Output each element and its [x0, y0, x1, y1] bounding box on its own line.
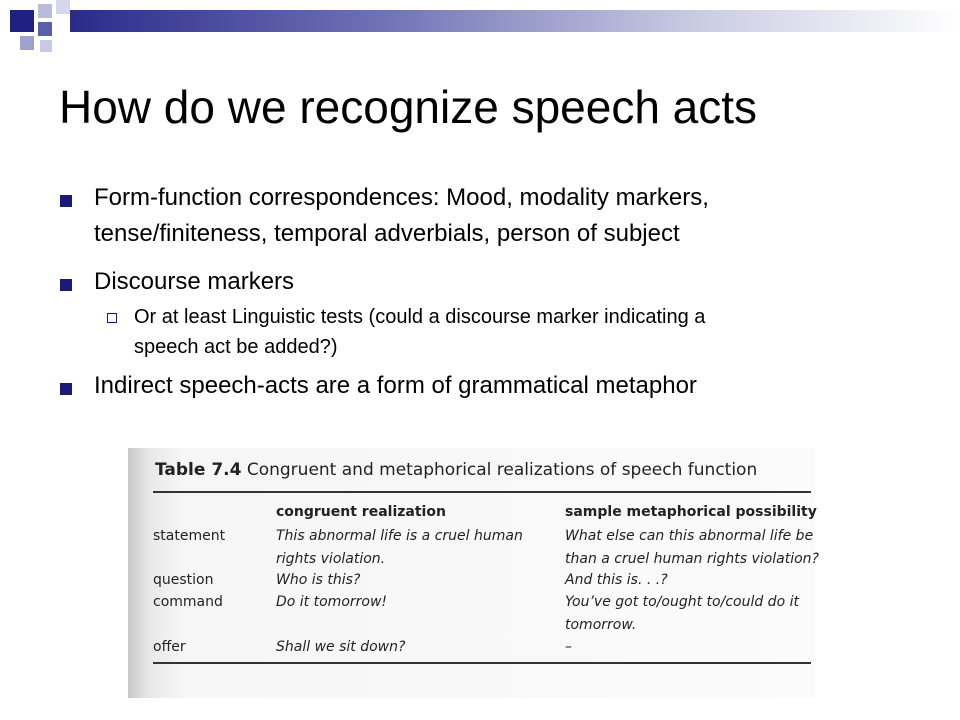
bullet-item [58, 180, 938, 252]
metaphorical-cell: than a cruel human rights violation? [565, 551, 819, 567]
hollow-square-bullet-icon [107, 313, 117, 323]
row-label: statement [153, 528, 226, 544]
sub-bullet-item [58, 302, 938, 362]
square-bullet-icon [60, 279, 72, 291]
congruent-cell: Shall we sit down? [276, 639, 406, 655]
decor-square [38, 4, 52, 18]
header-decoration [0, 0, 960, 56]
bullet-text: Discourse markers [94, 268, 295, 295]
row-label: offer [153, 639, 186, 655]
metaphorical-cell: You’ve got to/ought to/could do it [565, 594, 799, 610]
slide-title: How do we recognize speech acts [59, 81, 758, 133]
metaphorical-cell: tomorrow. [565, 617, 637, 633]
decor-square [10, 10, 34, 32]
decor-square [40, 40, 52, 52]
congruent-cell: Who is this? [276, 572, 361, 588]
square-bullet-icon [60, 195, 72, 207]
row-label: command [153, 594, 223, 610]
congruent-cell: This abnormal life is a cruel human [276, 528, 523, 544]
bullet-text: Form-function correspondences: Mood, modality markers, [94, 184, 709, 211]
row-label: question [153, 572, 214, 588]
metaphorical-cell: – [565, 639, 572, 655]
column-header-metaphorical: sample metaphorical possibility [565, 504, 817, 520]
metaphorical-cell: And this is. . .? [565, 572, 668, 588]
congruent-cell: rights violation. [276, 551, 386, 567]
bullet-list [58, 180, 938, 404]
metaphorical-cell: What else can this abnormal life be [565, 528, 814, 544]
table-caption [155, 460, 757, 480]
table-caption-label: Table 7.4 [155, 460, 242, 480]
column-header-congruent: congruent realization [276, 504, 446, 520]
sub-bullet-text: Or at least Linguistic tests (could a discourse marker indicating a [134, 306, 706, 328]
table-caption-text: Congruent and metaphorical realizations of speech function [246, 460, 758, 480]
header-gradient-band [70, 10, 960, 32]
decor-square [56, 0, 70, 14]
square-bullet-icon [60, 383, 72, 395]
bullet-text: tense/finiteness, temporal adverbials, person of subject [94, 220, 680, 247]
table-top-rule [153, 491, 811, 493]
bullet-text: Indirect speech-acts are a form of grammatical metaphor [94, 372, 697, 399]
sub-bullet-text: speech act be added?) [134, 336, 338, 358]
congruent-cell: Do it tomorrow! [276, 594, 388, 610]
bullet-item [58, 368, 938, 404]
decor-square [38, 22, 52, 36]
decor-square [20, 36, 34, 50]
bullet-item [58, 264, 938, 300]
table-bottom-rule [153, 662, 811, 664]
scanned-table-image [128, 448, 819, 698]
